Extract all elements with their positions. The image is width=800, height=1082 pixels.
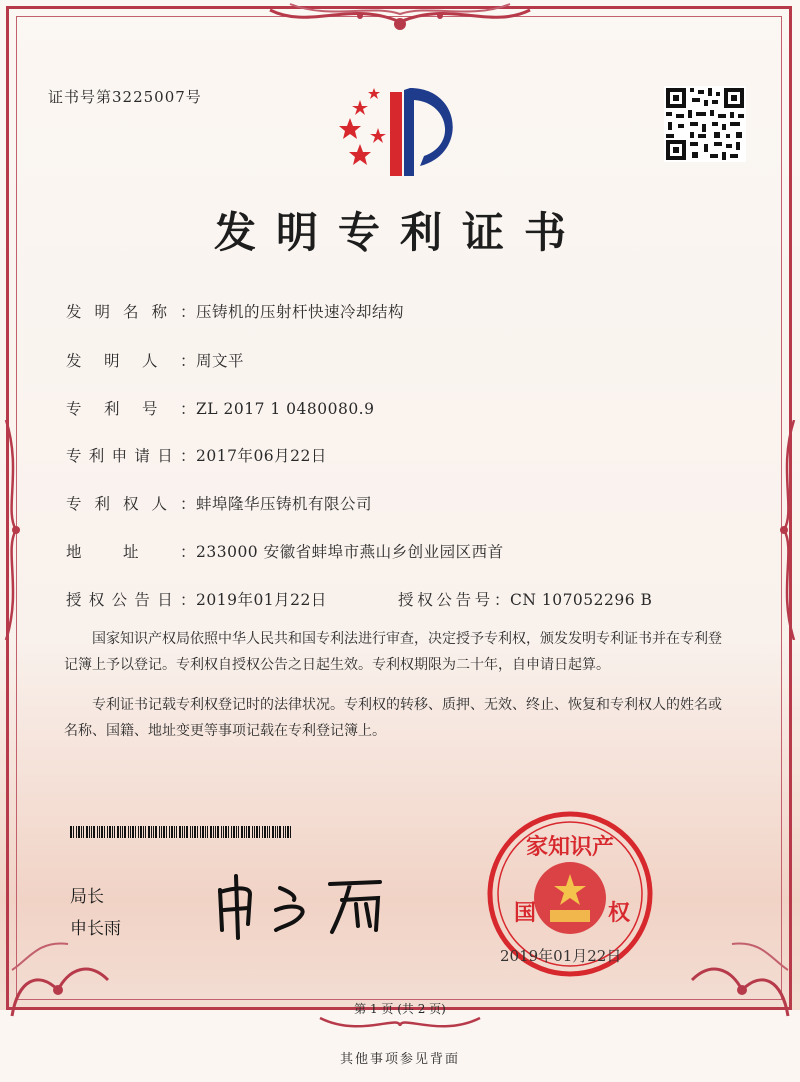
field-label: 专利申请日： xyxy=(66,447,196,465)
svg-text:家知识产: 家知识产 xyxy=(525,835,615,860)
field-label: 地址： xyxy=(66,543,196,561)
top-ornament xyxy=(250,0,550,40)
field-value: 2019年01月22日 xyxy=(196,591,327,609)
field-value: CN 107052296 B xyxy=(510,591,653,609)
field-grant-date xyxy=(66,588,327,610)
field-label: 授权公告日： xyxy=(66,591,196,609)
field-value: ZL 2017 1 0480080.9 xyxy=(196,400,375,418)
field-patent-number xyxy=(66,397,374,419)
director-signature xyxy=(210,870,410,940)
legal-paragraph: 专利证书记载专利权登记时的法律状况。专利权的转移、质押、无效、终止、恢复和专利权人的姓名或名称、国籍、地址变更等事项记载在专利登记簿上。 xyxy=(64,697,722,739)
field-value: 233000 安徽省蚌埠市燕山乡创业园区西首 xyxy=(196,543,504,561)
certificate-title: 发明专利证书 xyxy=(213,208,586,257)
field-value: 蚌埠隆华压铸机有限公司 xyxy=(196,495,373,513)
field-label: 发明名称： xyxy=(66,303,196,321)
right-ornament xyxy=(774,420,800,640)
field-label: 专利号： xyxy=(66,400,196,418)
legal-paragraph: 国家知识产权局依照中华人民共和国专利法进行审查，决定授予专利权，颁发发明专利证书并在专利登记簿上予以登记。专利权自授权公告之日起生效。专利权期限为二十年，自申请日起算。 xyxy=(64,631,722,673)
footer-note: 其他事项参见背面 xyxy=(339,1052,460,1067)
field-grant-number xyxy=(398,588,652,610)
field-label: 专利权人： xyxy=(66,495,196,513)
field-patentee xyxy=(66,492,372,514)
director-title: 局长 xyxy=(70,887,104,907)
field-address xyxy=(66,540,504,562)
page-label: 第 1 页 (共 2 页) xyxy=(354,1002,446,1016)
qr-code xyxy=(664,86,746,162)
field-application-date xyxy=(66,444,327,466)
barcode xyxy=(70,826,292,838)
left-ornament xyxy=(0,420,26,640)
field-label: 发明人： xyxy=(66,352,196,370)
director-name: 申长雨 xyxy=(70,919,121,939)
field-inventor xyxy=(66,349,244,371)
patent-office-logo-icon xyxy=(330,80,470,180)
field-value: 压铸机的压射杆快速冷却结构 xyxy=(196,303,405,321)
field-invention-name xyxy=(66,300,404,322)
certificate-number: 证书号第3225007号 xyxy=(48,88,202,106)
svg-text:国: 国 xyxy=(514,901,537,926)
svg-text:权: 权 xyxy=(608,901,631,926)
field-value: 周文平 xyxy=(196,352,245,370)
field-value: 2017年06月22日 xyxy=(196,447,327,465)
field-label: 授权公告号： xyxy=(398,591,510,609)
seal-date: 2019年01月22日 xyxy=(500,947,622,965)
